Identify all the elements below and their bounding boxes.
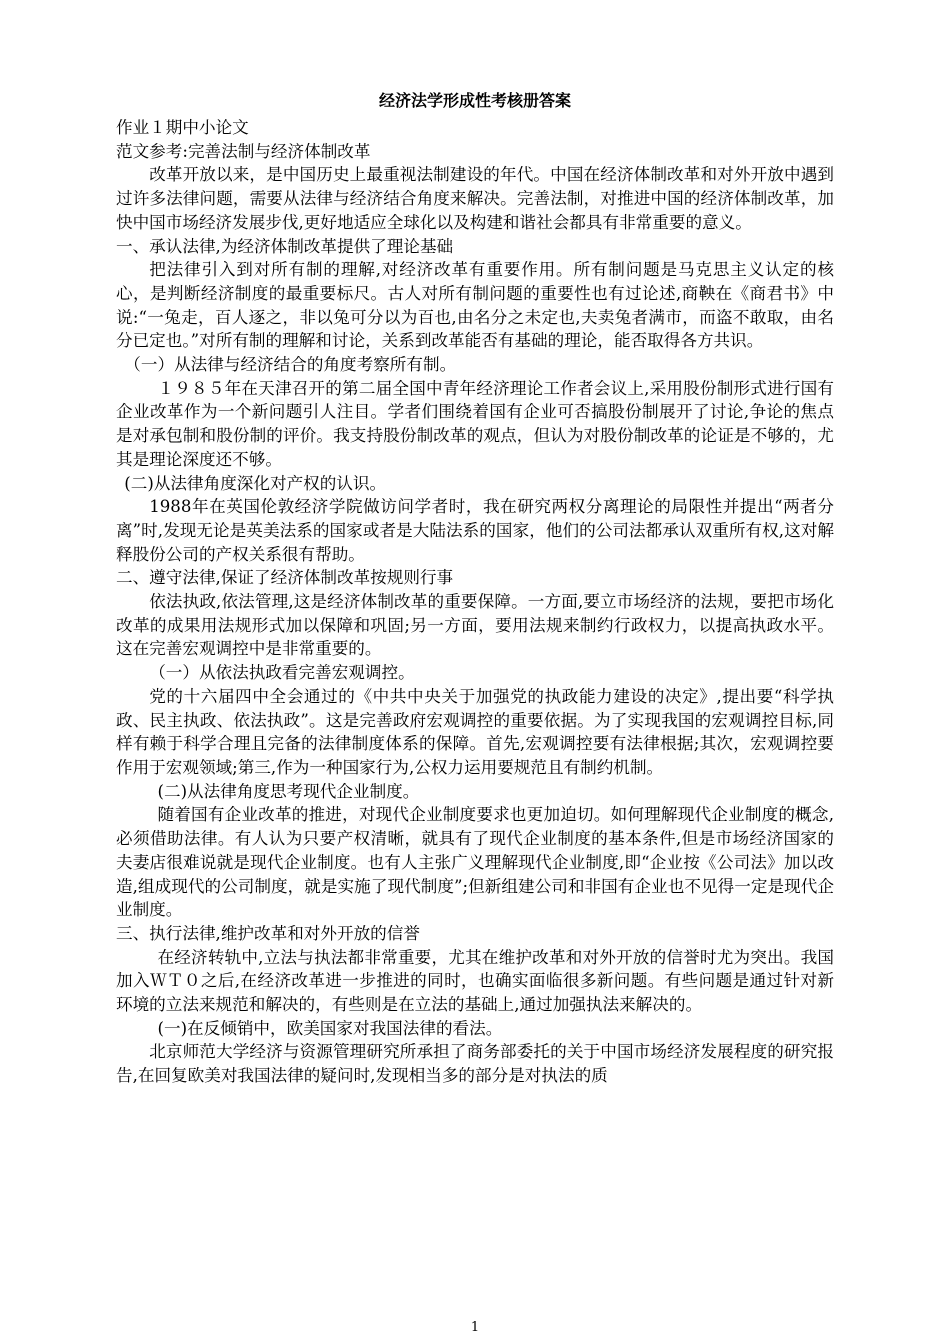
body-paragraph: 依法执政,依法管理,这是经济体制改革的重要保障。一方面,要立市场经济的法规，要把市场化改革的成果用法规形式加以保障和巩固;另一方面，要用法规来制约行政权力，以提高执政水平。这在完善宏观调控中是非常重要的。 [116, 592, 834, 659]
subsection-heading: (二)从法律角度思考现代企业制度。 [157, 781, 420, 801]
page-number: 1 [470, 1320, 480, 1335]
body-paragraph: 改革开放以来，是中国历史上最重视法制建设的年代。中国在经济体制改革和对外开放中遇到过许多法律问题，需要从法律与经济结合角度来解决。完善法制，对推进中国的经济体制改革，加快中国市场经济发展步伐,更好地适应全球化以及构建和谐社会都具有非常重要的意义。 [116, 165, 834, 232]
subsection-heading: (二)从法律角度深化对产权的认识。 [124, 473, 387, 493]
body-paragraph: 在经济转轨中,立法与执法都非常重要，尤其在维护改革和对外开放的信誉时尤为突出。我国加入ＷＴ０之后,在经济改革进一步推进的同时，也确实面临很多新问题。有些问题是通过针对新环境的立法来规范和解决的，有些则是在立法的基础上,通过加强执法来解决的。 [116, 947, 834, 1015]
essay-reference-heading: 范文参考:完善法制与经济体制改革 [116, 141, 371, 161]
section-heading-3: 三、执行法律,维护改革和对外开放的信誉 [116, 923, 420, 943]
body-paragraph: １９８５年在天津召开的第二届全国中青年经济理论工作者会议上,采用股份制形式进行国有企业改革作为一个新问题引人注目。学者们围绕着国有企业可否搞股份制展开了讨论,争论的焦点是对承包制和股份制的评价。我支持股份制改革的观点，但认为对股份制改革的论证是不够的，尤其是理论深度还不够。 [116, 378, 834, 469]
body-paragraph: 党的十六届四中全会通过的《中共中央关于加强党的执政能力建设的决定》,提出要“科学执政、民主执政、依法执政”。这是完善政府宏观调控的重要依据。为了实现我国的宏观调控目标,同样有赖于科学合理且完备的法律制度体系的保障。首先,宏观调控要有法律根据;其次，宏观调控要作用于宏观领域;第三,作为一种国家行为,公权力运用要规范且有制约机制。 [116, 686, 834, 777]
document-title: 经济法学形成性考核册答案 [378, 91, 571, 110]
subsection-heading: （一）从法律与经济结合的角度考察所有制。 [124, 355, 457, 375]
section-heading-2: 二、遵守法律,保证了经济体制改革按规则行事 [116, 568, 454, 588]
body-paragraph: 北京师范大学经济与资源管理研究所承担了商务部委托的关于中国市场经济发展程度的研究报告,在回复欧美对我国法律的疑问时,发现相当多的部分是对执法的质 [116, 1042, 834, 1086]
subsection-heading: (一)在反倾销中，欧美国家对我国法律的看法。 [157, 1018, 503, 1038]
subsection-heading: （一）从依法执政看完善宏观调控。 [149, 663, 415, 683]
body-paragraph: 随着国有企业改革的推进，对现代企业制度要求也更加迫切。如何理解现代企业制度的概念,必须借助法律。有人认为只要产权清晰，就具有了现代企业制度的基本条件,但是市场经济国家的夫妻店很难说就是现代企业制度。也有人主张广义理解现代企业制度,即“企业按《公司法》加以改造,组成现代的公司制度，就是实施了现代制度”;但新组建公司和非国有企业也不见得一定是现代企业制度。 [116, 805, 834, 920]
section-heading-1: 一、承认法律,为经济体制改革提供了理论基础 [116, 236, 454, 256]
body-paragraph: 1988年在英国伦敦经济学院做访问学者时，我在研究两权分离理论的局限性并提出“两者分离”时,发现无论是英美法系的国家或者是大陆法系的国家，他们的公司法都承认双重所有权,这对解释股份公司的产权关系很有帮助。 [116, 497, 834, 564]
document-body [116, 116, 834, 1088]
assignment-heading: 作业１期中小论文 [116, 118, 249, 137]
body-paragraph: 把法律引入到对所有制的理解,对经济改革有重要作用。所有制问题是马克思主义认定的核心，是判断经济制度的最重要标尺。古人对所有制问题的重要性也有过论述,商鞅在《商君书》中说:“一兔走，百人逐之，非以兔可分以为百也,由名分之未定也,夫卖兔者满市，而盗不敢取，由名分已定也。”对所有制的理解和讨论，关系到改革能否有基础的理论，能否取得各方共识。 [116, 260, 834, 351]
